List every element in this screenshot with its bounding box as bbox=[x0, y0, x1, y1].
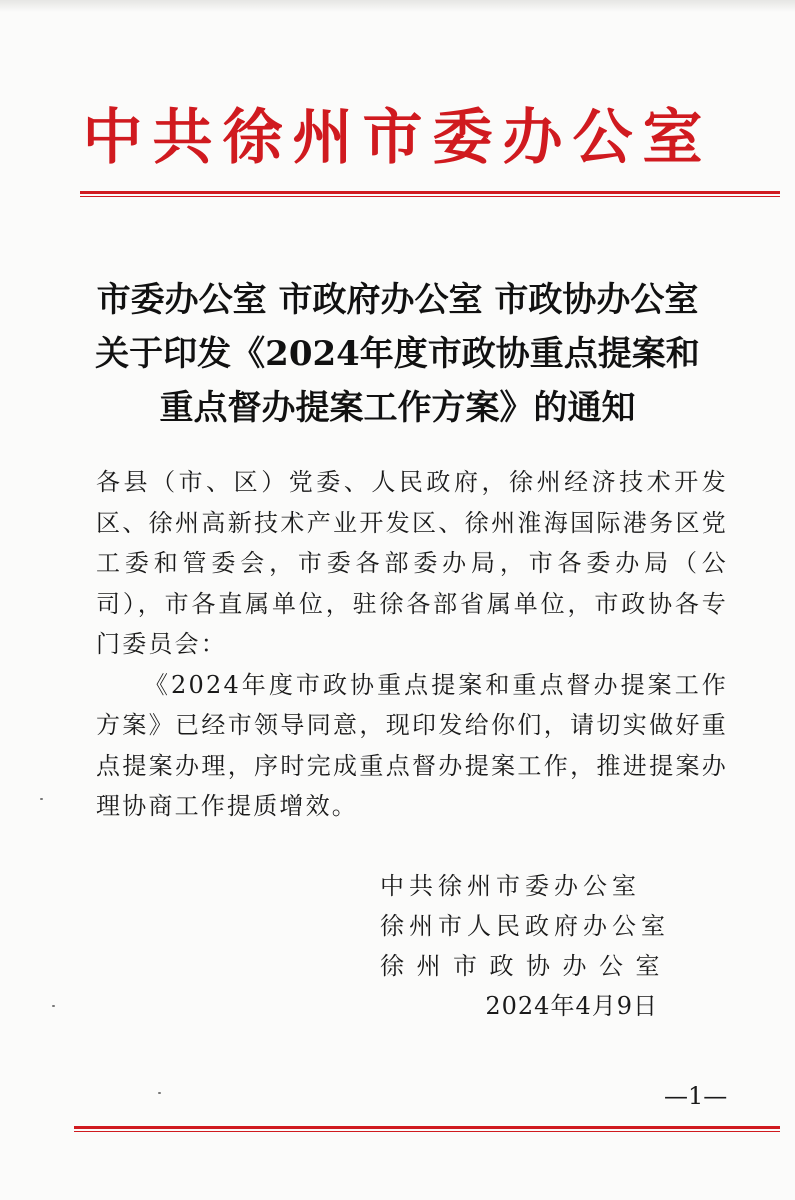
signature-date: 2024年4月9日 bbox=[485, 992, 658, 1020]
recipients-paragraph: 各县（市、区）党委、人民政府，徐州经济技术开发区、徐州高新技术产业开发区、徐州淮海国际港务区党工委和管委会，市委各部委办局，市各委办局（公司），市各直属单位，驻徐各部省属单位，市政协各专门委员会： bbox=[96, 468, 728, 658]
document-title-line-1: 市委办公室 市政府办公室 市政协办公室 bbox=[96, 280, 699, 320]
signature-org-2: 徐州市人民政府办公室 bbox=[380, 912, 670, 940]
document-title-line-3: 重点督办提案工作方案》的通知 bbox=[159, 388, 636, 428]
letterhead-org-name: 中共徐州市委办公室 bbox=[82, 103, 713, 173]
document-title-line-2: 关于印发《2024年度市政协重点提案和 bbox=[95, 334, 700, 374]
page-number: —1— bbox=[664, 1082, 728, 1110]
signature-org-3: 徐州市政协办公室 bbox=[380, 952, 672, 980]
scan-speck bbox=[40, 798, 43, 800]
letterhead-red-rule bbox=[80, 191, 780, 197]
document-body bbox=[96, 462, 728, 827]
document-title bbox=[0, 273, 795, 435]
scan-edge-shadow bbox=[0, 0, 795, 12]
signature-org-1: 中共徐州市委办公室 bbox=[380, 872, 641, 900]
footer-red-rule bbox=[74, 1126, 780, 1132]
scan-speck bbox=[158, 1092, 161, 1094]
scan-speck bbox=[52, 1005, 55, 1007]
signature-block bbox=[380, 866, 672, 1026]
main-paragraph: 《2024年度市政协重点提案和重点督办提案工作方案》已经市领导同意，现印发给你们，请切实做好重点提案办理，序时完成重点督办提案工作，推进提案办理协商工作提质增效。 bbox=[96, 670, 728, 820]
